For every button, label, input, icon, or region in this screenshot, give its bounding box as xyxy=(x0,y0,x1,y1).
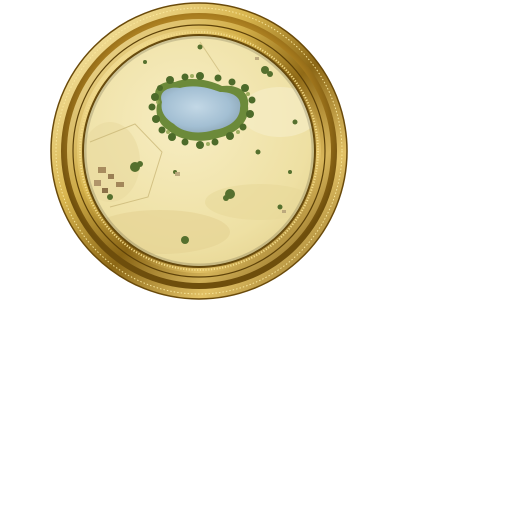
minimap[interactable] xyxy=(50,2,348,300)
minimap-canvas xyxy=(50,2,348,300)
